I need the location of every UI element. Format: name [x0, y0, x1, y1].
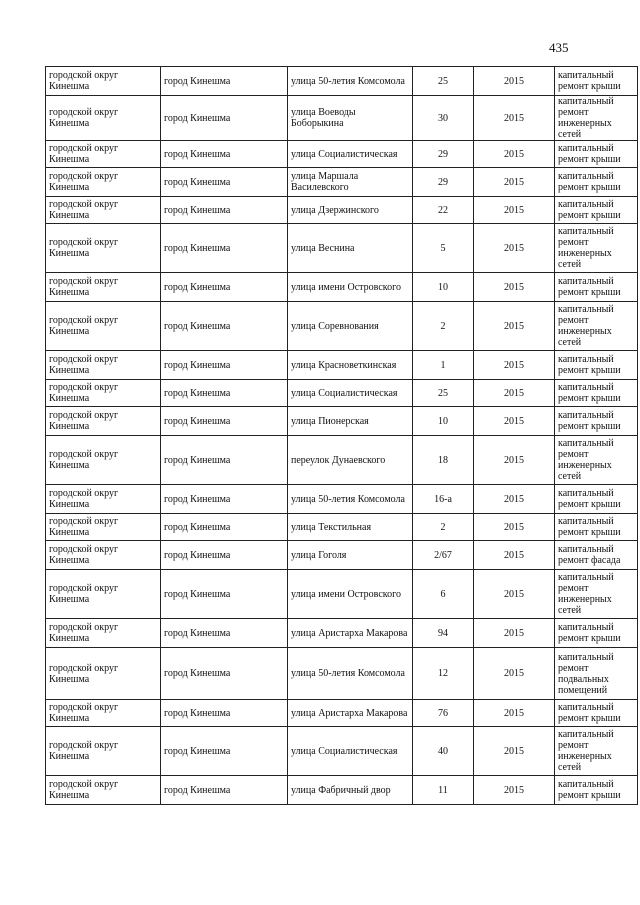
work-type-cell: капитальный ремонт крыши [555, 485, 638, 514]
repair-table [45, 66, 638, 805]
work-type-cell: капитальный ремонт крыши [555, 351, 638, 380]
year-cell: 2015 [474, 776, 555, 805]
street-cell: улица Аристарха Макарова [288, 700, 413, 727]
year-cell: 2015 [474, 436, 555, 485]
district-cell: городской округ Кинешма [46, 96, 161, 141]
street-cell: улица Аристарха Макарова [288, 619, 413, 648]
table-row [46, 727, 638, 776]
street-cell: улица Воеводы Боборыкина [288, 96, 413, 141]
year-cell: 2015 [474, 380, 555, 407]
house-number-cell: 2 [413, 514, 474, 541]
work-type-cell: капитальный ремонт крыши [555, 514, 638, 541]
table-row [46, 380, 638, 407]
work-type-cell: капитальный ремонт крыши [555, 141, 638, 168]
street-cell: улица Социалистическая [288, 727, 413, 776]
street-cell: улица имени Островского [288, 273, 413, 302]
district-cell: городской округ Кинешма [46, 273, 161, 302]
table-row [46, 197, 638, 224]
house-number-cell: 40 [413, 727, 474, 776]
table-row [46, 302, 638, 351]
city-cell: город Кинешма [161, 436, 288, 485]
city-cell: город Кинешма [161, 273, 288, 302]
district-cell: городской округ Кинешма [46, 570, 161, 619]
work-type-cell: капитальный ремонт крыши [555, 197, 638, 224]
district-cell: городской округ Кинешма [46, 197, 161, 224]
year-cell: 2015 [474, 700, 555, 727]
house-number-cell: 29 [413, 141, 474, 168]
table-row [46, 541, 638, 570]
house-number-cell: 11 [413, 776, 474, 805]
year-cell: 2015 [474, 197, 555, 224]
city-cell: город Кинешма [161, 541, 288, 570]
table-row [46, 96, 638, 141]
district-cell: городской округ Кинешма [46, 700, 161, 727]
table-row [46, 436, 638, 485]
city-cell: город Кинешма [161, 67, 288, 96]
city-cell: город Кинешма [161, 407, 288, 436]
year-cell: 2015 [474, 273, 555, 302]
year-cell: 2015 [474, 407, 555, 436]
work-type-cell: капитальный ремонт инженерных сетей [555, 302, 638, 351]
street-cell: улица Соревнования [288, 302, 413, 351]
table-row [46, 648, 638, 700]
district-cell: городской округ Кинешма [46, 648, 161, 700]
work-type-cell: капитальный ремонт крыши [555, 273, 638, 302]
work-type-cell: капитальный ремонт крыши [555, 776, 638, 805]
street-cell: улица Дзержинского [288, 197, 413, 224]
district-cell: городской округ Кинешма [46, 485, 161, 514]
house-number-cell: 25 [413, 380, 474, 407]
district-cell: городской округ Кинешма [46, 141, 161, 168]
district-cell: городской округ Кинешма [46, 541, 161, 570]
city-cell: город Кинешма [161, 168, 288, 197]
district-cell: городской округ Кинешма [46, 224, 161, 273]
house-number-cell: 2 [413, 302, 474, 351]
table-row [46, 224, 638, 273]
table-row [46, 141, 638, 168]
house-number-cell: 10 [413, 407, 474, 436]
street-cell: улица Текстильная [288, 514, 413, 541]
district-cell: городской округ Кинешма [46, 619, 161, 648]
street-cell: улица Гоголя [288, 541, 413, 570]
street-cell: улица Красноветкинская [288, 351, 413, 380]
house-number-cell: 16-а [413, 485, 474, 514]
table-row [46, 776, 638, 805]
house-number-cell: 2/67 [413, 541, 474, 570]
city-cell: город Кинешма [161, 302, 288, 351]
street-cell: улица имени Островского [288, 570, 413, 619]
year-cell: 2015 [474, 67, 555, 96]
year-cell: 2015 [474, 485, 555, 514]
work-type-cell: капитальный ремонт крыши [555, 700, 638, 727]
house-number-cell: 5 [413, 224, 474, 273]
city-cell: город Кинешма [161, 727, 288, 776]
year-cell: 2015 [474, 570, 555, 619]
table-row [46, 619, 638, 648]
house-number-cell: 25 [413, 67, 474, 96]
year-cell: 2015 [474, 96, 555, 141]
year-cell: 2015 [474, 141, 555, 168]
district-cell: городской округ Кинешма [46, 351, 161, 380]
house-number-cell: 6 [413, 570, 474, 619]
year-cell: 2015 [474, 619, 555, 648]
street-cell: улица 50-летия Комсомола [288, 648, 413, 700]
city-cell: город Кинешма [161, 514, 288, 541]
city-cell: город Кинешма [161, 197, 288, 224]
table-row [46, 514, 638, 541]
city-cell: город Кинешма [161, 141, 288, 168]
house-number-cell: 1 [413, 351, 474, 380]
table-row [46, 168, 638, 197]
district-cell: городской округ Кинешма [46, 514, 161, 541]
work-type-cell: капитальный ремонт крыши [555, 619, 638, 648]
city-cell: город Кинешма [161, 570, 288, 619]
street-cell: переулок Дунаевского [288, 436, 413, 485]
year-cell: 2015 [474, 541, 555, 570]
street-cell: улица Фабричный двор [288, 776, 413, 805]
city-cell: город Кинешма [161, 96, 288, 141]
house-number-cell: 76 [413, 700, 474, 727]
year-cell: 2015 [474, 727, 555, 776]
city-cell: город Кинешма [161, 700, 288, 727]
city-cell: город Кинешма [161, 380, 288, 407]
district-cell: городской округ Кинешма [46, 380, 161, 407]
work-type-cell: капитальный ремонт инженерных сетей [555, 436, 638, 485]
year-cell: 2015 [474, 168, 555, 197]
house-number-cell: 22 [413, 197, 474, 224]
street-cell: улица Веснина [288, 224, 413, 273]
work-type-cell: капитальный ремонт инженерных сетей [555, 727, 638, 776]
street-cell: улица 50-летия Комсомола [288, 67, 413, 96]
work-type-cell: капитальный ремонт инженерных сетей [555, 570, 638, 619]
street-cell: улица 50-летия Комсомола [288, 485, 413, 514]
house-number-cell: 30 [413, 96, 474, 141]
district-cell: городской округ Кинешма [46, 302, 161, 351]
street-cell: улица Социалистическая [288, 380, 413, 407]
district-cell: городской округ Кинешма [46, 436, 161, 485]
table-row [46, 407, 638, 436]
table-row [46, 570, 638, 619]
table-row [46, 351, 638, 380]
street-cell: улица Маршала Василевского [288, 168, 413, 197]
table-body [46, 67, 638, 805]
work-type-cell: капитальный ремонт подвальных помещений [555, 648, 638, 700]
house-number-cell: 10 [413, 273, 474, 302]
table-row [46, 67, 638, 96]
work-type-cell: капитальный ремонт крыши [555, 168, 638, 197]
work-type-cell: капитальный ремонт крыши [555, 380, 638, 407]
year-cell: 2015 [474, 514, 555, 541]
work-type-cell: капитальный ремонт инженерных сетей [555, 224, 638, 273]
table-row [46, 273, 638, 302]
table-row [46, 485, 638, 514]
city-cell: город Кинешма [161, 485, 288, 514]
work-type-cell: капитальный ремонт фасада [555, 541, 638, 570]
district-cell: городской округ Кинешма [46, 407, 161, 436]
year-cell: 2015 [474, 648, 555, 700]
work-type-cell: капитальный ремонт инженерных сетей [555, 96, 638, 141]
district-cell: городской округ Кинешма [46, 67, 161, 96]
district-cell: городской округ Кинешма [46, 727, 161, 776]
year-cell: 2015 [474, 351, 555, 380]
district-cell: городской округ Кинешма [46, 168, 161, 197]
city-cell: город Кинешма [161, 224, 288, 273]
table-row [46, 700, 638, 727]
street-cell: улица Социалистическая [288, 141, 413, 168]
house-number-cell: 29 [413, 168, 474, 197]
year-cell: 2015 [474, 302, 555, 351]
house-number-cell: 94 [413, 619, 474, 648]
city-cell: город Кинешма [161, 776, 288, 805]
house-number-cell: 18 [413, 436, 474, 485]
page-number: 435 [549, 40, 569, 55]
year-cell: 2015 [474, 224, 555, 273]
city-cell: город Кинешма [161, 619, 288, 648]
work-type-cell: капитальный ремонт крыши [555, 407, 638, 436]
street-cell: улица Пионерская [288, 407, 413, 436]
house-number-cell: 12 [413, 648, 474, 700]
work-type-cell: капитальный ремонт крыши [555, 67, 638, 96]
city-cell: город Кинешма [161, 351, 288, 380]
district-cell: городской округ Кинешма [46, 776, 161, 805]
city-cell: город Кинешма [161, 648, 288, 700]
